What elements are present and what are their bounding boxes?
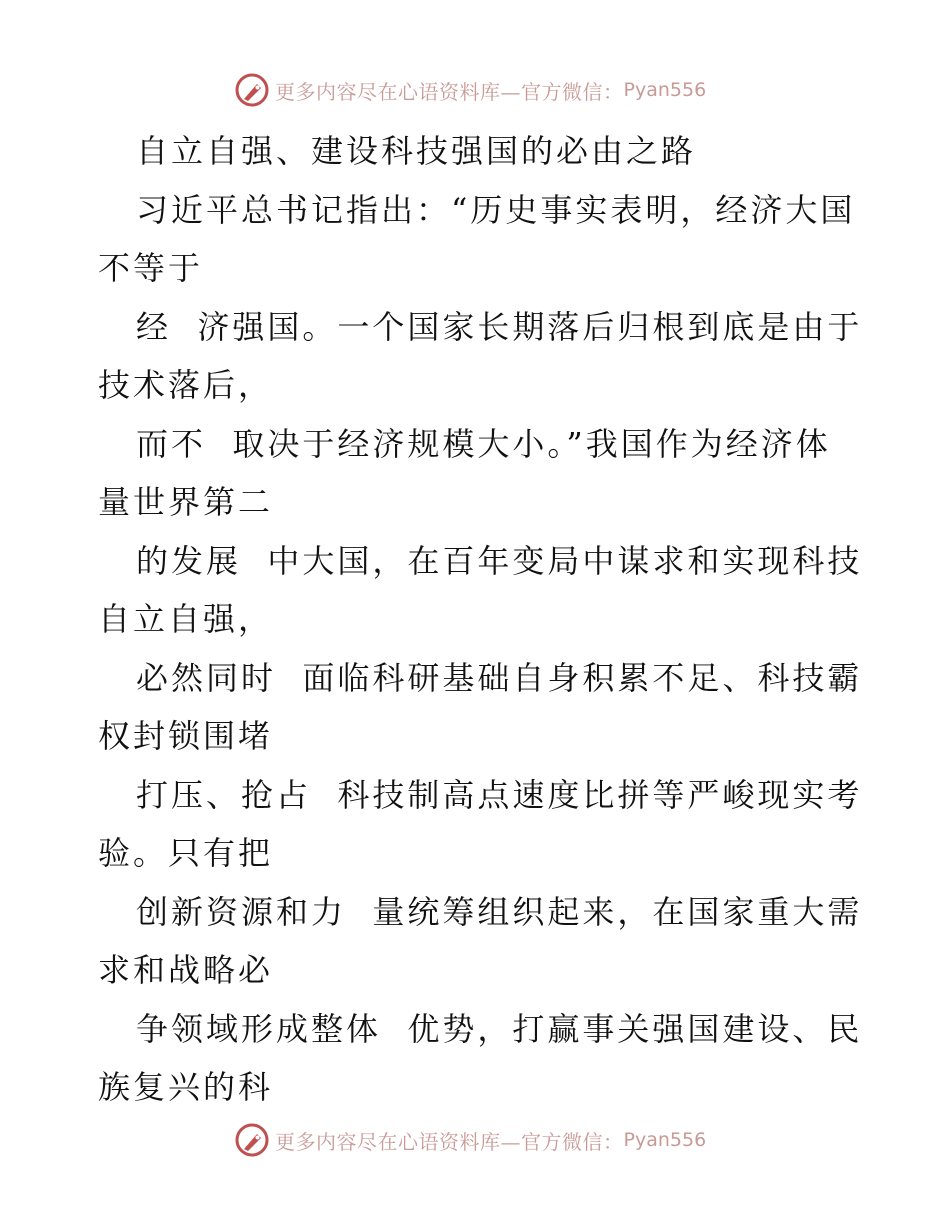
pen-nib-logo-icon (235, 1123, 269, 1157)
pen-nib-logo-icon (235, 73, 269, 107)
text-line: 而不 取决于经济规模大小。”我国作为经济体 (136, 424, 831, 463)
text-line: 量世界第二 (98, 483, 274, 521)
text-line: 自立自强， (98, 600, 274, 638)
text-line: 争领域形成整体 优势，打赢事关强国建设、民 (136, 1009, 863, 1048)
text-line: 权封锁围堵 (98, 717, 274, 755)
watermark-wechat-id: Pyan556 (623, 79, 707, 101)
text-line: 技术落后， (98, 366, 274, 404)
watermark-wechat-id: Pyan556 (623, 1129, 707, 1151)
text-line: 不等于 (98, 249, 204, 287)
text-line: 的发展 中大国，在百年变局中谋求和实现科技 (136, 541, 863, 580)
text-line: 求和战略必 (98, 951, 274, 989)
footer-watermark (235, 1123, 706, 1157)
text-line: 必然同时 面临科研基础自身积累不足、科技霸 (136, 658, 863, 697)
text-line: 自立自强、建设科技强国的必由之路 (136, 132, 697, 170)
document-body (98, 122, 863, 1117)
watermark-text: 更多内容尽在心语资料库—官方微信： (275, 79, 624, 104)
text-line: 经 济强国。一个国家长期落后归根到底是由于 (136, 307, 863, 346)
watermark-text: 更多内容尽在心语资料库—官方微信： (275, 1129, 624, 1154)
text-line: 习近平总书记指出：“历史事实表明，经济大国 (136, 190, 856, 229)
header-watermark (235, 73, 706, 107)
text-line: 验。只有把 (98, 834, 274, 872)
text-line: 族复兴的科 (98, 1068, 274, 1106)
text-line: 打压、抢占 科技制高点速度比拼等严峻现实考 (136, 775, 863, 814)
text-line: 创新资源和力 量统筹组织起来，在国家重大需 (136, 892, 863, 931)
